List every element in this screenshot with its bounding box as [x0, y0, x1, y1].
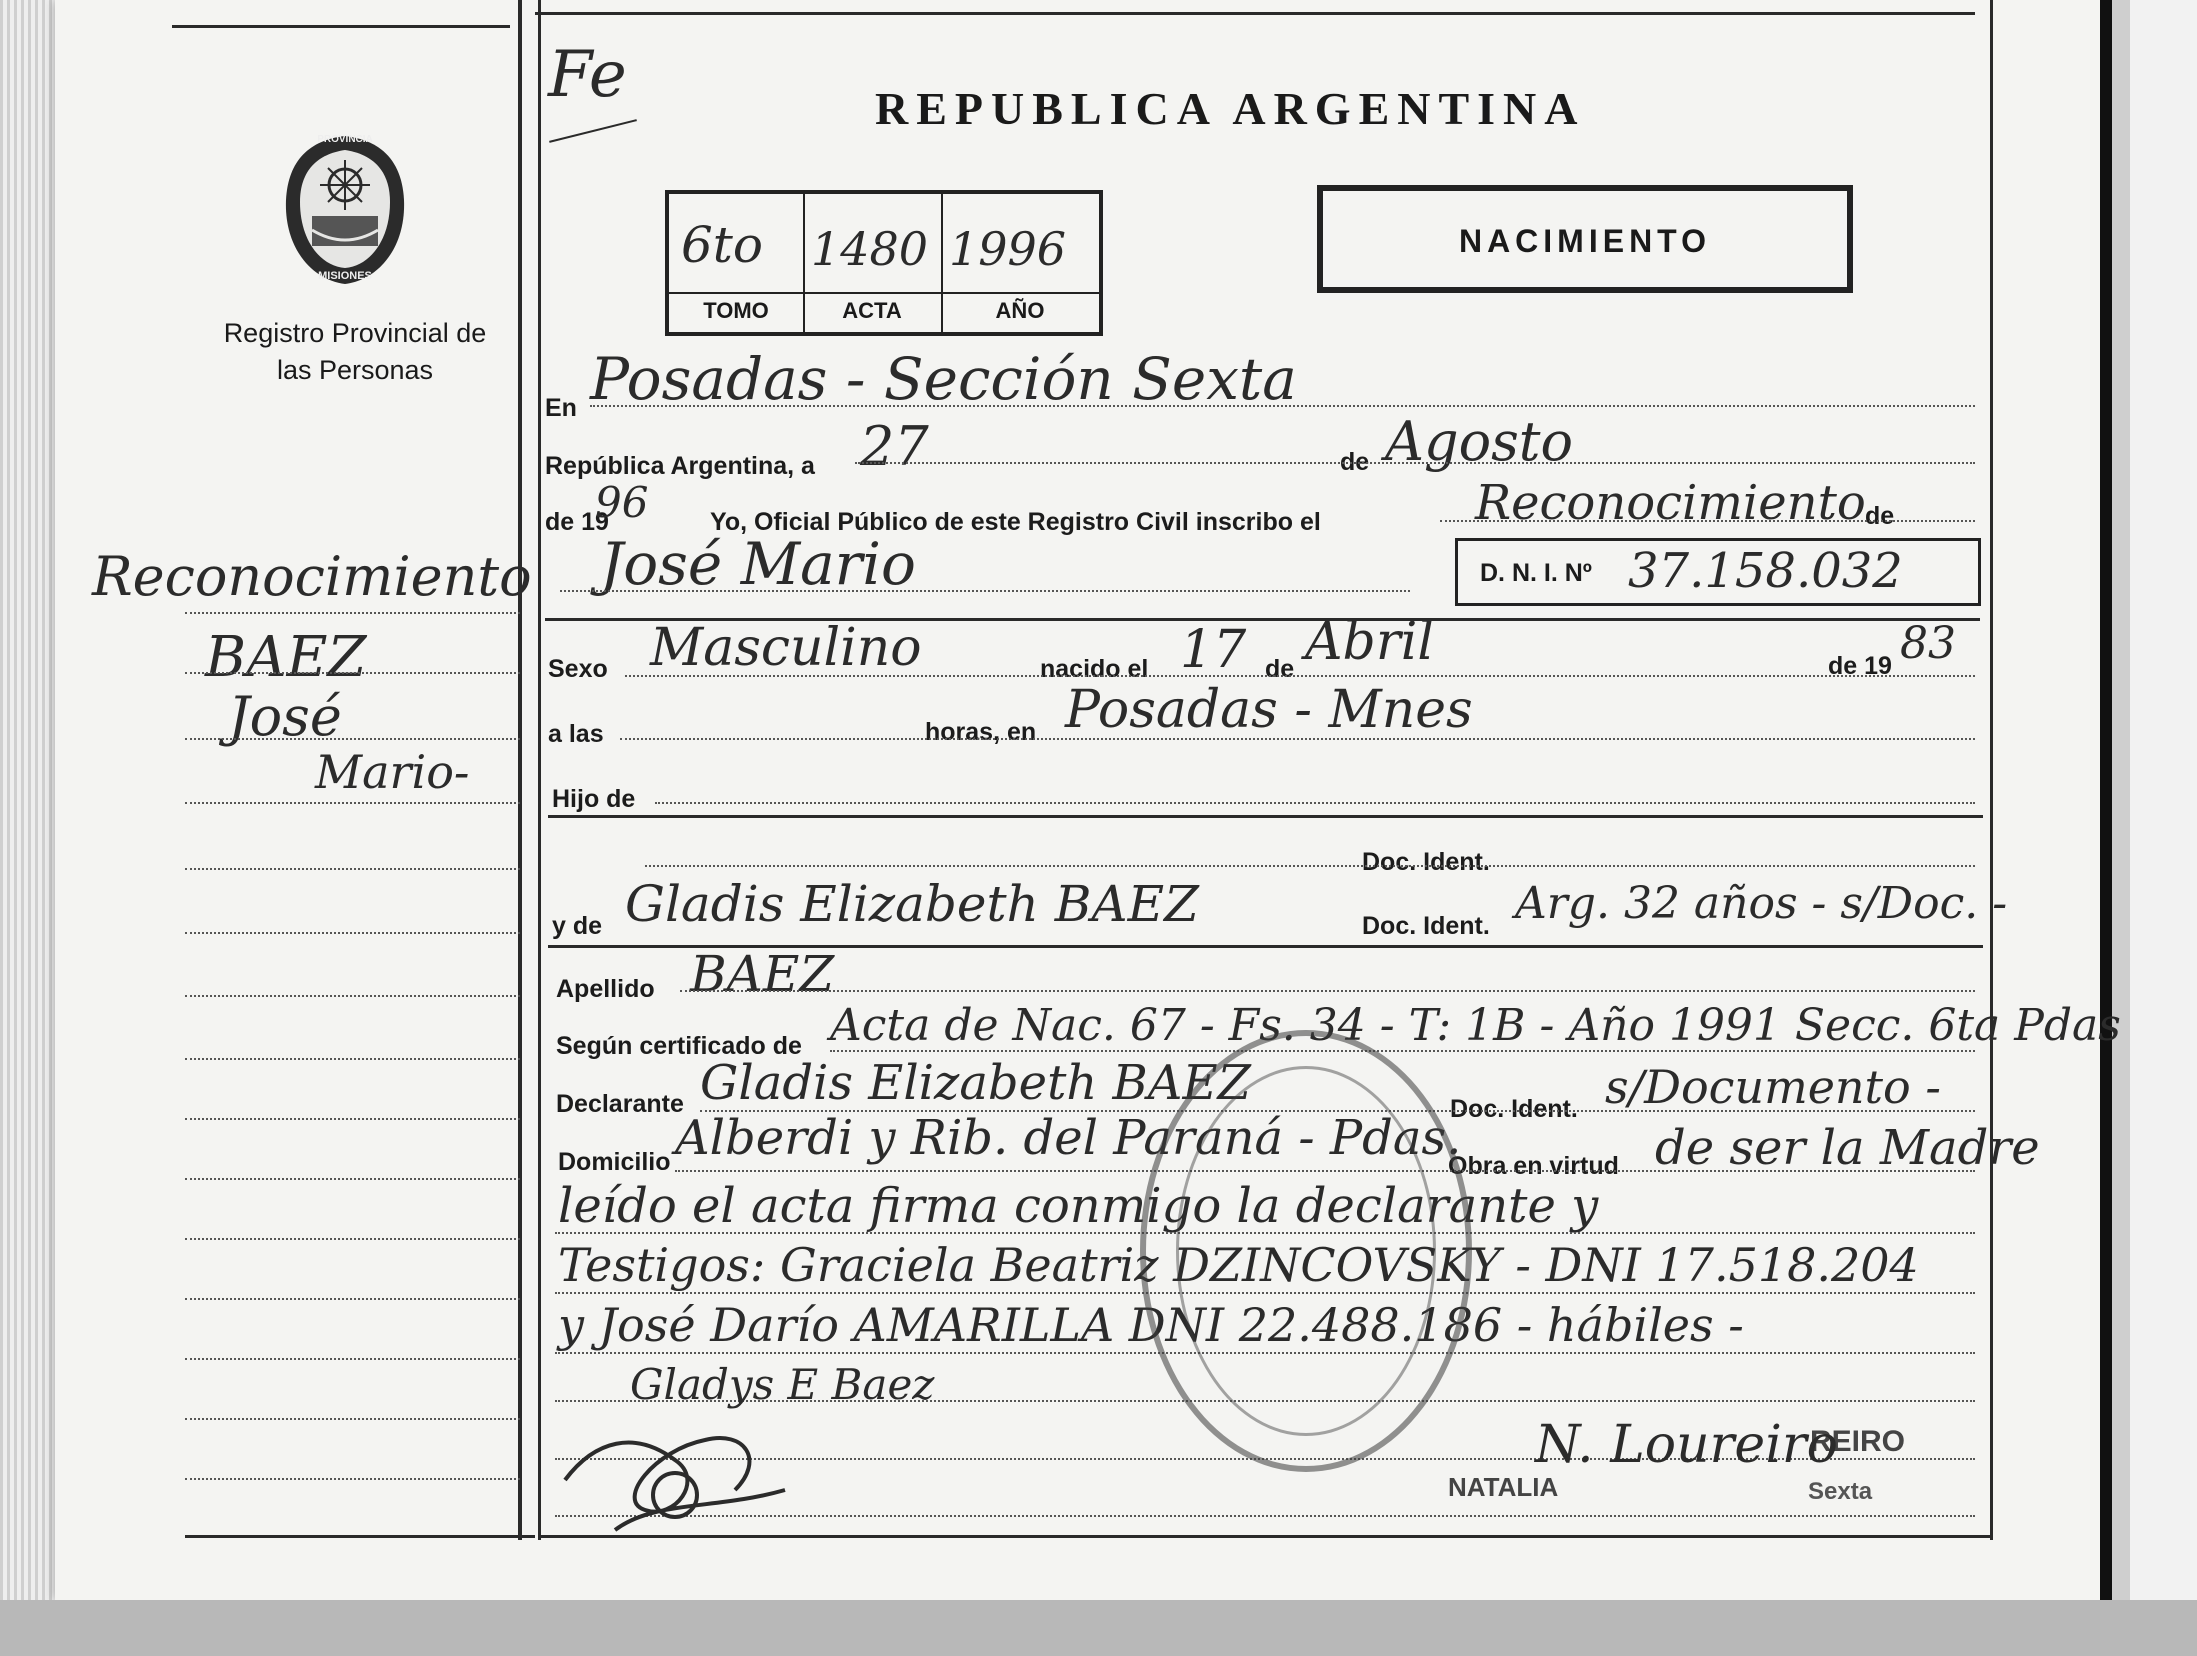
year-suffix: 96	[595, 478, 649, 527]
apellido-value: BAEZ	[690, 945, 835, 1003]
dni-label: D. N. I. Nº	[1480, 559, 1592, 587]
segun-line	[830, 1050, 1975, 1052]
alas-line	[620, 738, 1975, 740]
sexo-value: Masculino	[650, 618, 922, 678]
de-label: de	[1340, 448, 1370, 476]
margin-line	[185, 1058, 520, 1060]
book-binding-left	[0, 0, 60, 1656]
nacido-label: nacido el	[1040, 655, 1149, 683]
tomo-cell	[669, 194, 805, 332]
margin-surname: BAEZ	[205, 625, 367, 690]
doc-ident-label-2: Doc. Ident.	[1362, 912, 1490, 940]
margin-line	[185, 802, 520, 804]
doc1-line	[645, 865, 1975, 867]
record-type: NACIMIENTO	[1458, 223, 1712, 259]
republica-label: República Argentina, a	[545, 452, 815, 480]
doc-ident-label-3: Doc. Ident.	[1450, 1095, 1578, 1123]
book-edge-right	[2100, 0, 2197, 1656]
register-box	[665, 190, 1103, 336]
acta-value: 1480	[811, 222, 929, 276]
de-label-2: de	[1265, 655, 1295, 683]
official-seal	[1140, 1030, 1472, 1472]
doc-ident-label-1: Doc. Ident.	[1362, 848, 1490, 876]
tomo-value: 6to	[681, 216, 764, 274]
column-divider-right	[538, 0, 541, 1540]
closing-line-1: leído el acta firma conmigo la declarante y	[558, 1178, 1599, 1234]
sexo-label: Sexo	[548, 655, 608, 683]
top-rule-right	[535, 12, 1975, 15]
official-title: Sexta	[1808, 1478, 1873, 1505]
margin-line	[185, 1418, 520, 1420]
margin-line	[185, 1238, 520, 1240]
margin-line	[185, 612, 520, 614]
margin-bottom-rule	[185, 1535, 535, 1538]
year-prefix: de 19	[545, 508, 609, 536]
date-line	[855, 462, 1975, 464]
dni-box	[1455, 538, 1981, 606]
corner-mark: Fe	[548, 38, 627, 112]
margin-line	[185, 1298, 520, 1300]
acta-label: ACTA	[842, 298, 902, 323]
yde-label: y de	[552, 912, 603, 940]
margin-note: Reconocimiento	[92, 545, 532, 608]
alas-label: a las	[548, 720, 604, 748]
closing-line-3: y José Darío AMARILLA DNI 22.488.186 - hábiles -	[558, 1298, 1744, 1352]
top-rule-left	[172, 25, 510, 28]
declarante-signature: Gladys E Baez	[630, 1360, 935, 1409]
en-line	[590, 405, 1975, 407]
apellido-label: Apellido	[556, 975, 655, 1003]
domicilio-value: Alberdi y Rib. del Paraná - Pdas.	[675, 1110, 1462, 1166]
mother-doc: Arg. 32 años - s/Doc. -	[1515, 878, 2008, 929]
dni-value: 37.158.032	[1628, 543, 1903, 599]
margin-given-2: Mario-	[315, 745, 470, 799]
margin-line	[185, 1358, 520, 1360]
tomo-label: TOMO	[703, 298, 769, 323]
anio-value: 1996	[949, 222, 1067, 276]
record-type-box	[1317, 185, 1853, 293]
obra-label: Obra en virtud	[1448, 1152, 1619, 1180]
birth-month: Abril	[1305, 612, 1434, 672]
province-emblem	[270, 130, 420, 290]
margin-line	[185, 995, 520, 997]
declarante-doc: s/Documento -	[1605, 1060, 1941, 1114]
official-first-name: NATALIA	[1448, 1472, 1559, 1502]
apellido-line	[680, 990, 1975, 992]
sexo-line	[625, 675, 1975, 677]
margin-line	[185, 672, 520, 674]
declarante-label: Declarante	[556, 1090, 684, 1118]
father-rule	[548, 815, 1983, 818]
inscribo-line	[1440, 520, 1975, 522]
country-title: REPUBLICA ARGENTINA	[875, 83, 1586, 134]
margin-line	[185, 1118, 520, 1120]
obra-value: de ser la Madre	[1655, 1120, 2040, 1176]
column-divider-left	[518, 0, 522, 1540]
inscribo-value: Reconocimiento	[1475, 475, 1866, 531]
margin-line	[185, 738, 520, 740]
inscribo-label: Yo, Oficial Público de este Registro Civil inscribo el	[710, 508, 1321, 536]
margin-line	[185, 868, 520, 870]
name-line	[560, 590, 1410, 592]
month-value: Agosto	[1385, 410, 1573, 473]
de-after-label: de	[1865, 502, 1895, 530]
hijo-line	[655, 802, 1975, 804]
hijo-label: Hijo de	[552, 785, 636, 813]
day-value: 27	[860, 415, 929, 478]
witness-signature	[555, 1400, 805, 1540]
margin-line	[185, 1478, 520, 1480]
margin-given-1: José	[228, 685, 342, 748]
birth-day: 17	[1180, 620, 1247, 680]
child-name: José Mario	[600, 530, 916, 598]
horas-label: horas, en	[925, 718, 1037, 746]
acta-cell	[803, 194, 943, 332]
margin-line	[185, 1178, 520, 1180]
birth-year-prefix: de 19	[1828, 652, 1892, 680]
table-surface	[0, 1600, 2197, 1656]
official-last-name: REIRO	[1810, 1425, 1906, 1458]
en-value: Posadas - Sección Sexta	[590, 345, 1297, 413]
emblem-bottom-text: MISIONES	[318, 270, 372, 282]
page-right-border	[1990, 0, 1993, 1540]
anio-label: AÑO	[995, 298, 1045, 323]
emblem-top-text: PROVINCIA	[317, 134, 373, 145]
birth-place: Posadas - Mnes	[1065, 680, 1473, 740]
domicilio-label: Domicilio	[558, 1148, 671, 1176]
declarante-value: Gladis Elizabeth BAEZ	[700, 1055, 1251, 1111]
closing-line-2: Testigos: Graciela Beatriz DZINCOVSKY - DNI 17.518.204	[558, 1238, 1919, 1292]
birth-year-suffix: 83	[1900, 618, 1956, 669]
segun-label: Según certificado de	[556, 1032, 802, 1060]
margin-line	[185, 932, 520, 934]
registry-name: Registro Provincial de las Personas	[223, 318, 487, 385]
mother-name: Gladis Elizabeth BAEZ	[625, 875, 1199, 933]
segun-value: Acta de Nac. 67 - Fs. 34 - T: 1B - Año 1991 Secc. 6ta Pdas	[830, 1000, 2121, 1051]
official-signature: N. Loureiro	[1535, 1415, 1838, 1475]
en-label: En	[545, 394, 577, 422]
anio-cell	[941, 194, 1099, 332]
